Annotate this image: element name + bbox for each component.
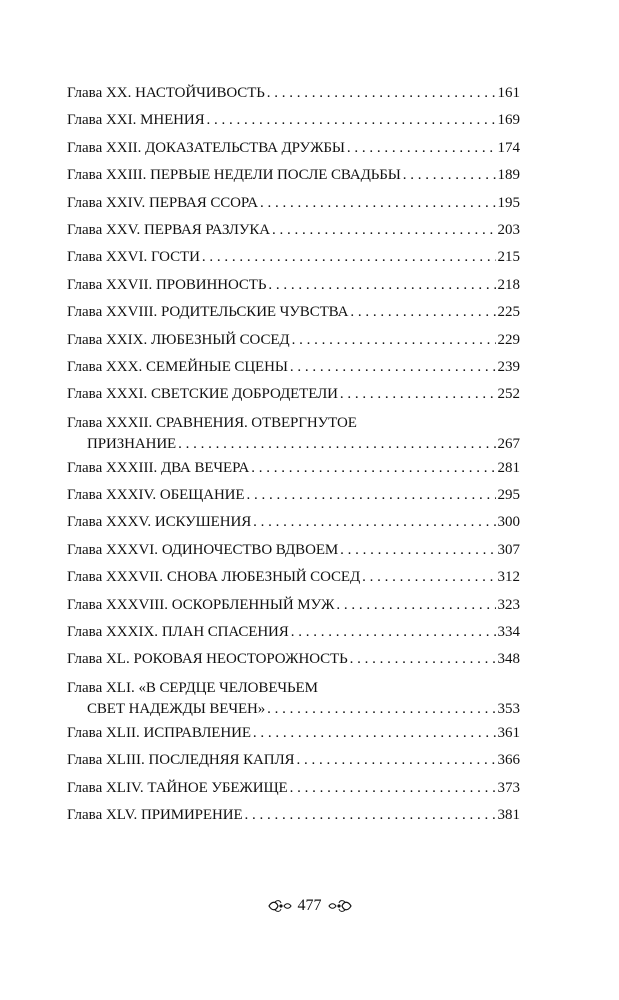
page-number: 174 (497, 139, 520, 156)
chapter-number: Глава XXXV. (67, 514, 152, 531)
chapter-number: Глава XXXVIII. (67, 596, 169, 613)
leader-dots (290, 775, 496, 802)
toc-entry[interactable] (67, 592, 520, 619)
leader-dots (403, 162, 496, 189)
chapter-number: Глава XXX. (67, 358, 143, 375)
toc-entry[interactable] (67, 217, 520, 244)
toc-entry[interactable] (67, 747, 520, 774)
fleuron-icon (327, 899, 353, 913)
page-number: 229 (497, 331, 520, 348)
leader-dots (202, 244, 496, 271)
leader-dots (350, 646, 496, 673)
chapter-title: НАСТОЙЧИВОСТЬ (135, 85, 265, 101)
toc-entry[interactable] (67, 509, 520, 536)
page-number: 239 (497, 358, 520, 375)
chapter-title: ПРОВИННОСТЬ (155, 276, 267, 293)
chapter-title: ПЕРВАЯ РАЗЛУКА (144, 221, 271, 238)
page-number: 334 (497, 624, 520, 641)
page-number: 361 (497, 724, 520, 741)
table-of-contents (67, 80, 520, 829)
chapter-title: РОКОВАЯ НЕОСТОРОЖНОСТЬ (133, 651, 348, 668)
toc-entry[interactable] (67, 107, 520, 134)
chapter-title: «В СЕРДЦЕ ЧЕЛОВЕЧЬЕМ (138, 679, 318, 696)
page-number: 218 (497, 276, 520, 293)
leader-dots (246, 482, 495, 509)
page-number: 381 (497, 806, 520, 823)
chapter-number: Глава XXVIII. (67, 304, 158, 321)
leader-dots (253, 720, 496, 747)
chapter-number: Глава XXII. (67, 139, 142, 156)
page-footer (0, 897, 619, 915)
chapter-number: Глава XXIII. (67, 167, 147, 184)
toc-entry[interactable] (67, 244, 520, 271)
leader-dots (245, 802, 496, 829)
page-number: 348 (497, 651, 520, 668)
chapter-number: Глава XXXI. (67, 386, 148, 403)
page-number: 300 (497, 514, 520, 531)
toc-entry[interactable] (67, 354, 520, 381)
leader-dots (336, 592, 495, 619)
page-number-footer: 477 (297, 897, 322, 914)
page-number: 312 (497, 569, 520, 586)
chapter-number: Глава XL. (67, 651, 130, 668)
chapter-number: Глава XXXIII. (67, 459, 158, 476)
leader-dots (268, 272, 495, 299)
chapter-title: ОСКОРБЛЕННЫЙ МУЖ (171, 596, 335, 613)
page-number: 225 (497, 304, 520, 321)
chapter-title: СНОВА ЛЮБЕЗНЫЙ СОСЕД (166, 569, 361, 586)
toc-entry[interactable] (67, 381, 520, 408)
chapter-number: Глава XLV. (67, 806, 138, 823)
leader-dots (340, 381, 496, 408)
leader-dots (340, 537, 495, 564)
chapter-number: Глава XLI. (67, 679, 135, 696)
chapter-number: Глава XXXVII. (67, 569, 164, 586)
chapter-title: ИСПРАВЛЕНИЕ (143, 724, 251, 741)
chapter-number: Глава XXVI. (67, 249, 148, 266)
chapter-number: Глава XLIII. (67, 752, 145, 769)
chapter-number: Глава XXI. (67, 112, 137, 129)
chapter-title: ОДИНОЧЕСТВО ВДВОЕМ (161, 541, 339, 558)
leader-dots (267, 698, 495, 720)
chapter-title: РОДИТЕЛЬСКИЕ ЧУВСТВА (160, 304, 349, 321)
leader-dots (272, 217, 495, 244)
page-number: 215 (497, 249, 520, 266)
leader-dots (291, 619, 496, 646)
toc-entry[interactable] (67, 564, 520, 591)
chapter-title: СРАВНЕНИЯ. ОТВЕРГНУТОЕ (155, 414, 357, 431)
leader-dots (347, 135, 496, 162)
chapter-number: Глава XX. (67, 85, 132, 101)
toc-entry[interactable] (67, 802, 520, 829)
chapter-number: Глава XXXII. (67, 414, 153, 431)
leader-dots (207, 107, 496, 134)
page-number: 203 (497, 221, 520, 238)
chapter-title: ДОКАЗАТЕЛЬСТВА ДРУЖБЫ (145, 139, 345, 156)
chapter-title: СЕМЕЙНЫЕ СЦЕНЫ (145, 358, 288, 375)
leader-dots (260, 190, 496, 217)
chapter-number: Глава XLII. (67, 724, 140, 741)
chapter-title: ТАЙНОЕ УБЕЖИЩЕ (147, 779, 288, 796)
toc-entry[interactable] (67, 646, 520, 673)
toc-entry[interactable] (67, 482, 520, 509)
leader-dots (350, 299, 495, 326)
chapter-number: Глава XXXIV. (67, 487, 157, 504)
leader-dots (178, 433, 495, 455)
toc-entry[interactable] (67, 162, 520, 189)
chapter-title: ПОСЛЕДНЯЯ КАПЛЯ (148, 752, 295, 769)
chapter-title: ГОСТИ (150, 249, 200, 266)
toc-entry[interactable] (67, 537, 520, 564)
chapter-title-continued: ПРИЗНАНИЕ (87, 435, 177, 452)
page-number: 366 (497, 752, 520, 769)
toc-entry[interactable] (67, 619, 520, 646)
toc-entry[interactable] (67, 272, 520, 299)
page-number: 252 (497, 386, 520, 403)
toc-entry-multiline[interactable] (67, 413, 520, 455)
chapter-title: ДВА ВЕЧЕРА (160, 459, 250, 476)
leader-dots (267, 80, 496, 107)
leader-dots (292, 327, 496, 354)
toc-entry[interactable] (67, 775, 520, 802)
leader-dots (251, 455, 495, 482)
toc-entry[interactable] (67, 190, 520, 217)
toc-entry[interactable] (67, 327, 520, 354)
page-number: 281 (497, 459, 520, 476)
chapter-title: ИСКУШЕНИЯ (154, 514, 252, 531)
page-number: 323 (497, 596, 520, 613)
page-number: 189 (497, 167, 520, 184)
toc-entry-multiline[interactable] (67, 678, 520, 720)
fleuron-icon (267, 899, 293, 913)
toc-entry[interactable] (67, 135, 520, 162)
toc-entry[interactable] (67, 720, 520, 747)
toc-entry[interactable] (67, 80, 520, 107)
chapter-number: Глава XXXIX. (67, 624, 159, 641)
chapter-title: МНЕНИЯ (140, 112, 205, 129)
chapter-number: Глава XLIV. (67, 779, 144, 796)
page-number: 353 (497, 700, 520, 717)
leader-dots (290, 354, 496, 381)
page-number: 195 (497, 194, 520, 211)
toc-entry[interactable] (67, 299, 520, 326)
leader-dots (296, 747, 495, 774)
chapter-title: ЛЮБЕЗНЫЙ СОСЕД (150, 331, 290, 348)
chapter-title: ПЕРВЫЕ НЕДЕЛИ ПОСЛЕ СВАДЬБЫ (150, 167, 401, 184)
chapter-title: СВЕТСКИЕ ДОБРОДЕТЕЛИ (150, 386, 338, 403)
chapter-title: ОБЕЩАНИЕ (159, 487, 245, 504)
page-number: 373 (497, 779, 520, 796)
chapter-number: Глава XXVII. (67, 276, 153, 293)
page-number: 169 (497, 112, 520, 129)
chapter-number: Глава XXIV. (67, 194, 146, 211)
chapter-number: Глава XXXVI. (67, 541, 159, 558)
leader-dots (362, 564, 495, 591)
chapter-title: ПЕРВАЯ ССОРА (149, 194, 258, 211)
chapter-title: ПРИМИРЕНИЕ (141, 806, 243, 823)
chapter-number: Глава XXV. (67, 221, 141, 238)
leader-dots (253, 509, 495, 536)
page-number: 161 (497, 85, 520, 101)
chapter-title-continued: СВЕТ НАДЕЖДЫ ВЕЧЕН» (87, 700, 266, 717)
page-number: 307 (497, 541, 520, 558)
page-number: 267 (497, 435, 520, 452)
chapter-title: ПЛАН СПАСЕНИЯ (161, 624, 289, 641)
chapter-number: Глава XXIX. (67, 331, 148, 348)
page-number: 295 (497, 487, 520, 504)
toc-entry[interactable] (67, 455, 520, 482)
